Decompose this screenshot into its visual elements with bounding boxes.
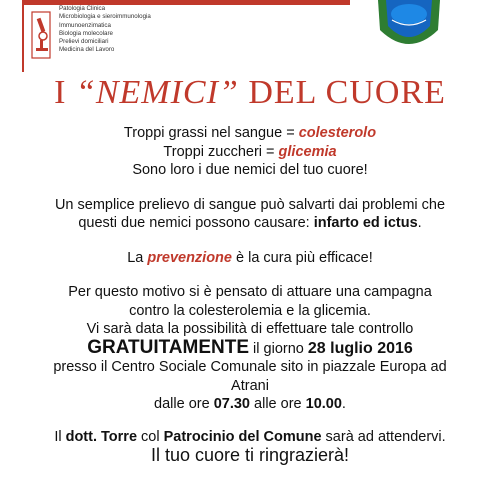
risk-line-2 [20, 214, 480, 233]
term-glicemia: glicemia [278, 143, 337, 160]
campaign-place-1: presso il Centro Sociale Comunale sito in piazzale Europa ad [53, 359, 447, 375]
campaign-line-2: contro la colesterolemia e la glicemia. [129, 302, 371, 319]
term-prevenzione: prevenzione [147, 249, 232, 266]
hours-end: . [341, 396, 346, 412]
free-label: GRATUITAMENTE [87, 336, 250, 358]
event-date: 28 luglio 2016 [307, 339, 413, 357]
hours-text: dalle ore [154, 396, 214, 412]
flyer-body [20, 124, 480, 465]
time-end: 10.00 [305, 396, 342, 412]
term-colesterolo: colesterolo [298, 125, 377, 141]
prevention-text: La [127, 249, 148, 266]
doctor-text: Il [54, 428, 66, 445]
risk-text: questi due nemici possono causare: [78, 215, 314, 231]
title-quoted-word: “NEMICI” [75, 74, 239, 111]
page-title [0, 74, 500, 112]
microscope-icon [28, 10, 54, 60]
service-item: Medicina del Lavoro [59, 46, 115, 54]
service-item: Immunoenzimatica [59, 21, 111, 29]
service-item: Biologia molecolare [59, 29, 113, 37]
time-start: 07.30 [213, 396, 250, 412]
intro-line-glycemia [20, 143, 480, 162]
doctor-patron: Patrocinio del Comune [163, 428, 322, 445]
service-item: Microbiologia e sieroimmunologia [59, 13, 151, 21]
intro-text: Troppi grassi nel sangue = [123, 125, 299, 141]
risk-line-1: Un semplice prelievo di sangue può salvarti dai problemi che [54, 196, 446, 213]
campaign-date-line [20, 336, 480, 359]
prevention-line [20, 249, 480, 268]
doctor-line [20, 428, 480, 447]
doctor-text: sarà ad attendervi. [321, 428, 446, 445]
service-item: Patologia Clinica [59, 5, 106, 12]
municipal-crest-icon [372, 0, 446, 52]
title-suffix: DEL CUORE [238, 74, 446, 111]
campaign-line-3: Vi sarà data la possibilità di effettuare tale controllo [86, 321, 414, 337]
title-prefix: I [54, 74, 76, 111]
intro-line-cholesterol [20, 124, 480, 143]
day-text: il giorno [249, 340, 308, 357]
campaign-line-1: Per questo motivo si è pensato di attuare una campagna [68, 284, 432, 300]
doctor-name: dott. Torre [65, 428, 138, 445]
prevention-text: è la cura più efficace! [231, 249, 373, 266]
risk-end: . [417, 215, 422, 231]
campaign-place-2: Atrani [231, 377, 269, 394]
risk-conditions: infarto ed ictus [313, 215, 418, 231]
intro-text: Troppi zuccheri = [163, 143, 279, 160]
campaign-hours [20, 395, 480, 414]
service-item: Prelievi domiciliari [59, 38, 109, 46]
hours-text: alle ore [250, 396, 306, 412]
doctor-text: col [137, 428, 164, 445]
closing-line: Il tuo cuore ti ringrazierà! [150, 445, 350, 465]
lab-services-list [59, 5, 151, 55]
intro-line-enemies: Sono loro i due nemici del tuo cuore! [132, 162, 368, 178]
